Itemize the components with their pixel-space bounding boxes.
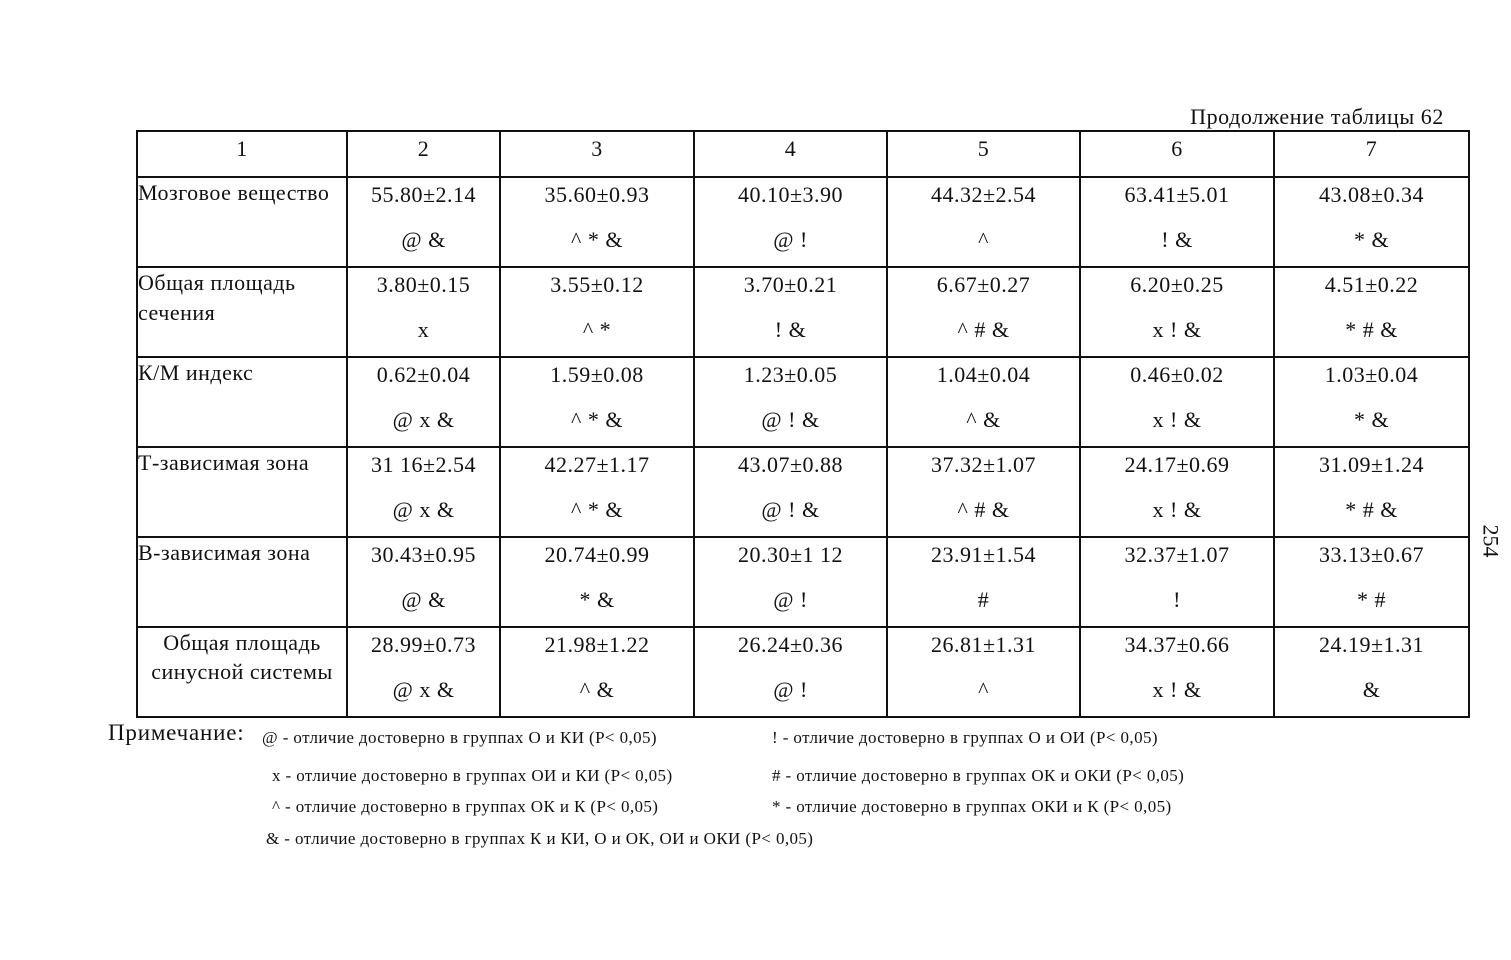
table-cell bbox=[887, 537, 1080, 627]
table-cell bbox=[1274, 267, 1469, 357]
cell-value: 32.37±1.07 bbox=[1124, 542, 1230, 567]
table-cell bbox=[887, 447, 1080, 537]
cell-significance: * & bbox=[1353, 407, 1390, 432]
cell-significance: * & bbox=[1353, 227, 1390, 252]
note-item: * - отличие достоверно в группах ОКИ и К (P< 0,05) bbox=[772, 797, 1172, 816]
row-label-text: Т-зависимая зона bbox=[138, 450, 310, 475]
cell-value: 37.32±1.07 bbox=[930, 452, 1037, 477]
cell-value: 43.07±0.88 bbox=[737, 452, 844, 477]
table-row bbox=[137, 177, 1469, 267]
cell-value: 20.30±1 12 bbox=[737, 542, 844, 567]
column-header: 7 bbox=[1274, 131, 1469, 177]
column-header: 3 bbox=[500, 131, 694, 177]
cell-significance: ! bbox=[1173, 587, 1181, 612]
cell-significance: @ ! & bbox=[761, 497, 820, 522]
cell-significance: ^ & bbox=[966, 407, 1001, 432]
note-item: ^ - отличие достоверно в группах ОК и К (P< 0,05) bbox=[272, 797, 659, 816]
cell-significance: ^ bbox=[978, 677, 989, 702]
cell-significance: ^ * & bbox=[571, 407, 623, 432]
table-cell bbox=[500, 357, 694, 447]
table-row bbox=[137, 357, 1469, 447]
cell-value: 34.37±0.66 bbox=[1124, 632, 1230, 657]
table-cell bbox=[887, 627, 1080, 717]
cell-significance: * # & bbox=[1345, 497, 1398, 522]
table-cell bbox=[1274, 357, 1469, 447]
cell-significance: & bbox=[1362, 677, 1381, 702]
row-label-text: К/М индекс bbox=[138, 360, 254, 385]
table-cell bbox=[347, 177, 500, 267]
table-cell bbox=[1080, 357, 1274, 447]
cell-significance: ^ # & bbox=[957, 497, 1010, 522]
cell-significance: ^ * & bbox=[571, 227, 623, 252]
cell-value: 3.80±0.15 bbox=[376, 272, 471, 297]
cell-value: 0.46±0.02 bbox=[1130, 362, 1224, 387]
cell-value: 40.10±3.90 bbox=[737, 182, 844, 207]
table-cell bbox=[694, 267, 887, 357]
table-cell bbox=[1274, 447, 1469, 537]
table-cell bbox=[1080, 447, 1274, 537]
cell-value: 1.23±0.05 bbox=[743, 362, 838, 387]
table-cell bbox=[694, 177, 887, 267]
cell-value: 26.24±0.36 bbox=[737, 632, 844, 657]
table-cell bbox=[347, 357, 500, 447]
table-cell bbox=[347, 267, 500, 357]
cell-significance: @ x & bbox=[392, 407, 455, 432]
table-cell bbox=[887, 177, 1080, 267]
cell-significance: ! & bbox=[1161, 227, 1193, 252]
cell-significance: ^ # & bbox=[957, 317, 1010, 342]
note-item: ! - отличие достоверно в группах О и ОИ (P< 0,05) bbox=[772, 728, 1158, 747]
cell-value: 3.55±0.12 bbox=[550, 272, 644, 297]
cell-value: 26.81±1.31 bbox=[930, 632, 1037, 657]
cell-value: 0.62±0.04 bbox=[376, 362, 471, 387]
table-cell bbox=[1274, 627, 1469, 717]
table-cell bbox=[500, 267, 694, 357]
cell-significance: x ! & bbox=[1152, 677, 1202, 702]
table-cell bbox=[347, 627, 500, 717]
table-cell bbox=[1274, 177, 1469, 267]
table-cell bbox=[500, 447, 694, 537]
table-cell bbox=[500, 537, 694, 627]
table-cell bbox=[500, 627, 694, 717]
cell-value: 31.09±1.24 bbox=[1318, 452, 1425, 477]
cell-value: 20.74±0.99 bbox=[544, 542, 650, 567]
row-label bbox=[137, 267, 347, 357]
table-caption: Продолжение таблицы 62 bbox=[1190, 104, 1444, 129]
column-header: 5 bbox=[887, 131, 1080, 177]
cell-significance: ^ bbox=[978, 227, 989, 252]
column-header: 4 bbox=[694, 131, 887, 177]
header-row bbox=[137, 131, 1469, 177]
cell-significance: x ! & bbox=[1152, 317, 1202, 342]
cell-value: 44.32±2.54 bbox=[930, 182, 1037, 207]
row-label bbox=[137, 627, 347, 717]
cell-significance: ! & bbox=[774, 317, 807, 342]
note-item: @ - отличие достоверно в группах О и КИ (P< 0,05) bbox=[262, 728, 657, 747]
notes-section bbox=[108, 720, 1308, 860]
cell-value: 24.19±1.31 bbox=[1318, 632, 1425, 657]
table-cell bbox=[694, 447, 887, 537]
cell-significance: ^ & bbox=[579, 677, 615, 702]
table-cell bbox=[1274, 537, 1469, 627]
row-label-text: Мозговое вещество bbox=[138, 180, 330, 205]
table-cell bbox=[1080, 177, 1274, 267]
table-cell bbox=[347, 537, 500, 627]
cell-value: 63.41±5.01 bbox=[1124, 182, 1230, 207]
cell-value: 4.51±0.22 bbox=[1324, 272, 1419, 297]
cell-significance: @ ! bbox=[773, 677, 808, 702]
notes-title: Примечание: bbox=[108, 720, 245, 745]
table-cell bbox=[887, 357, 1080, 447]
note-item: & - отличие достоверно в группах К и КИ, О и ОК, ОИ и ОКИ (P< 0,05) bbox=[266, 829, 814, 848]
row-label bbox=[137, 177, 347, 267]
cell-significance: @ & bbox=[401, 587, 446, 612]
column-header: 2 bbox=[347, 131, 500, 177]
table-cell bbox=[1080, 537, 1274, 627]
column-header: 6 bbox=[1080, 131, 1274, 177]
row-label-text: Общая площадь синусной системы bbox=[151, 630, 333, 684]
cell-value: 3.70±0.21 bbox=[743, 272, 838, 297]
cell-value: 6.20±0.25 bbox=[1130, 272, 1224, 297]
cell-significance: @ x & bbox=[392, 677, 455, 702]
note-item: # - отличие достоверно в группах ОК и ОКИ (P< 0,05) bbox=[772, 766, 1185, 785]
cell-value: 55.80±2.14 bbox=[370, 182, 477, 207]
cell-value: 21.98±1.22 bbox=[544, 632, 650, 657]
cell-value: 1.03±0.04 bbox=[1324, 362, 1419, 387]
cell-significance: x ! & bbox=[1152, 497, 1202, 522]
cell-value: 31 16±2.54 bbox=[370, 452, 477, 477]
cell-value: 30.43±0.95 bbox=[370, 542, 477, 567]
row-label bbox=[137, 357, 347, 447]
cell-significance: @ ! bbox=[773, 587, 808, 612]
cell-significance: @ ! & bbox=[761, 407, 820, 432]
cell-value: 28.99±0.73 bbox=[370, 632, 477, 657]
table-cell bbox=[347, 447, 500, 537]
cell-value: 6.67±0.27 bbox=[936, 272, 1031, 297]
note-item: x - отличие достоверно в группах ОИ и КИ (P< 0,05) bbox=[272, 766, 673, 785]
row-label bbox=[137, 537, 347, 627]
cell-value: 1.04±0.04 bbox=[936, 362, 1031, 387]
table-row bbox=[137, 627, 1469, 717]
table-row bbox=[137, 447, 1469, 537]
cell-significance: x bbox=[417, 317, 430, 342]
table-cell bbox=[500, 177, 694, 267]
cell-significance: ^ * bbox=[582, 317, 612, 342]
table-row bbox=[137, 537, 1469, 627]
cell-value: 42.27±1.17 bbox=[544, 452, 650, 477]
table-cell bbox=[694, 537, 887, 627]
row-label-text: Общая площадь сечения bbox=[138, 270, 296, 325]
page-number: 254 bbox=[1478, 524, 1504, 558]
cell-significance: # bbox=[977, 587, 990, 612]
cell-significance: x ! & bbox=[1152, 407, 1202, 432]
cell-value: 33.13±0.67 bbox=[1318, 542, 1425, 567]
table-row bbox=[137, 267, 1469, 357]
row-label-text: В-зависимая зона bbox=[138, 540, 311, 565]
cell-significance: * # bbox=[1357, 587, 1386, 612]
cell-value: 23.91±1.54 bbox=[930, 542, 1037, 567]
cell-significance: @ & bbox=[401, 227, 446, 252]
cell-value: 35.60±0.93 bbox=[544, 182, 650, 207]
cell-significance: ^ * & bbox=[571, 497, 623, 522]
data-table bbox=[136, 130, 1470, 718]
cell-significance: * # & bbox=[1345, 317, 1398, 342]
cell-significance: * & bbox=[579, 587, 615, 612]
row-label bbox=[137, 447, 347, 537]
cell-value: 1.59±0.08 bbox=[550, 362, 644, 387]
cell-significance: @ ! bbox=[773, 227, 808, 252]
table-cell bbox=[1080, 267, 1274, 357]
table-cell bbox=[887, 267, 1080, 357]
table-cell bbox=[694, 357, 887, 447]
table-cell bbox=[694, 627, 887, 717]
cell-significance: @ x & bbox=[392, 497, 455, 522]
column-header: 1 bbox=[137, 131, 347, 177]
cell-value: 24.17±0.69 bbox=[1124, 452, 1230, 477]
cell-value: 43.08±0.34 bbox=[1318, 182, 1425, 207]
table-cell bbox=[1080, 627, 1274, 717]
